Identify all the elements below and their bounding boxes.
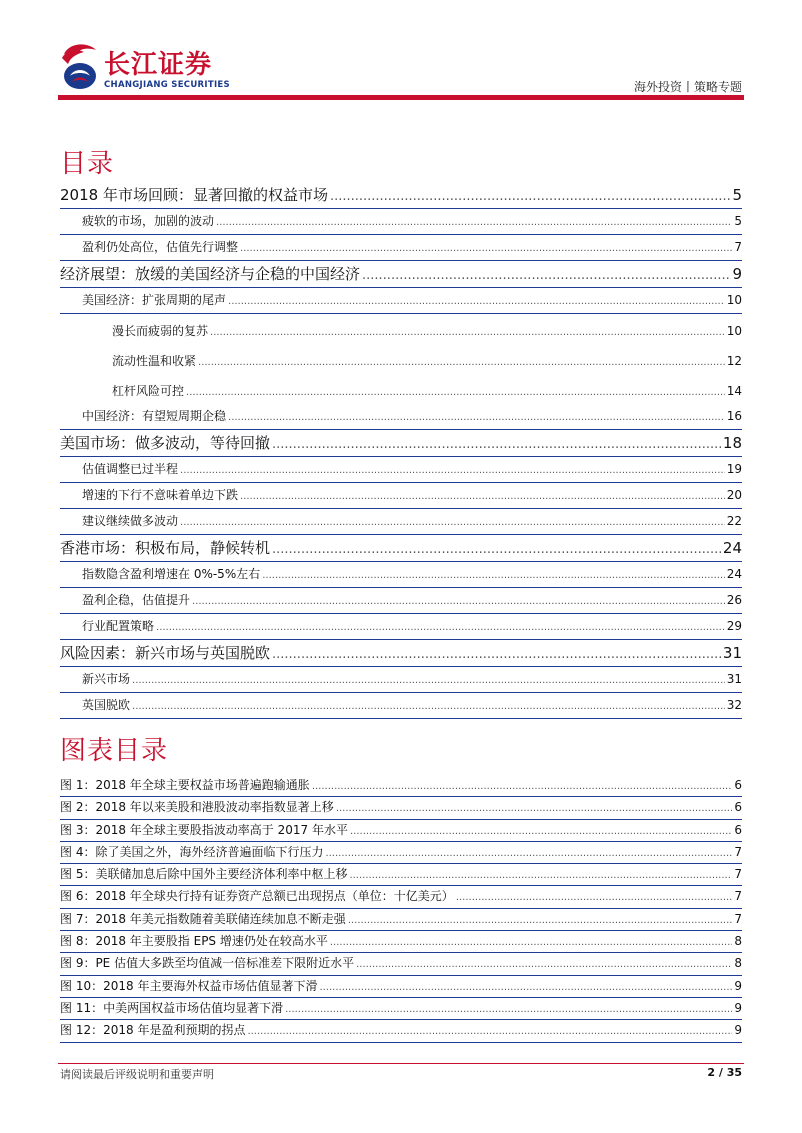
toc-title: 目录 <box>60 149 115 179</box>
report-category: 海外投资丨策略专题 <box>633 80 742 94</box>
toc-entry[interactable]: 增速的下行不意味着单边下跌 ..... 20 <box>60 483 742 509</box>
toc-entry[interactable]: 中国经济：有望短周期企稳 ..... 16 <box>60 404 742 430</box>
toc-entry[interactable]: 盈利仍处高位，估值先行调整 ..... 7 <box>60 235 742 261</box>
toc-entry[interactable]: 盈利企稳，估值提升 ..... 26 <box>60 588 742 614</box>
toc-entry[interactable]: 英国脱欧 ..... 32 <box>60 693 742 719</box>
header-divider <box>58 95 744 100</box>
figure-list <box>60 775 742 1043</box>
toc-entry[interactable]: 美国市场：做多波动，等待回撤 ..... 18 <box>60 430 742 457</box>
toc-entry[interactable]: 2018 年市场回顾：显著回撤的权益市场 ..... 5 <box>60 182 742 209</box>
footer-divider <box>58 1063 744 1064</box>
logo-emblem-icon <box>60 40 100 92</box>
toc-entry[interactable]: 杠杆风险可控 ..... 14 <box>60 374 742 404</box>
toc-entry[interactable]: 估值调整已过半程 ..... 19 <box>60 457 742 483</box>
figure-entry[interactable]: 图 4：除了美国之外，海外经济普遍面临下行压力 ..... 7 <box>60 842 742 864</box>
toc-entry[interactable]: 香港市场：积极布局，静候转机 ..... 24 <box>60 535 742 562</box>
figure-entry[interactable]: 图 6：2018 年全球央行持有证券资产总额已出现拐点（单位：十亿美元） ..... 7 <box>60 886 742 908</box>
figure-entry[interactable]: 图 1：2018 年全球主要权益市场普遍跑输通胀 ..... 6 <box>60 775 742 797</box>
page-header <box>0 0 802 100</box>
figure-entry[interactable]: 图 11：中美两国权益市场估值均显著下滑 ..... 9 <box>60 998 742 1020</box>
toc-entry[interactable]: 新兴市场 ..... 31 <box>60 667 742 693</box>
figure-entry[interactable]: 图 5：美联储加息后除中国外主要经济体利率中枢上移 ..... 7 <box>60 864 742 886</box>
page-number: 2 / 35 <box>707 1066 742 1079</box>
toc-entry[interactable]: 行业配置策略 ..... 29 <box>60 614 742 640</box>
figure-entry[interactable]: 图 3：2018 年全球主要股指波动率高于 2017 年水平 ..... 6 <box>60 820 742 842</box>
toc-entry[interactable]: 疲软的市场，加剧的波动 ..... 5 <box>60 209 742 235</box>
toc-entry[interactable]: 指数隐含盈利增速在 0%-5%左右 ..... 24 <box>60 562 742 588</box>
toc-entry[interactable]: 流动性温和收紧 ..... 12 <box>60 344 742 374</box>
figure-entry[interactable]: 图 7：2018 年美元指数随着美联储连续加息不断走强 ..... 7 <box>60 909 742 931</box>
figure-entry[interactable]: 图 10：2018 年主要海外权益市场估值显著下滑 ..... 9 <box>60 976 742 998</box>
figure-entry[interactable]: 图 12：2018 年是盈利预期的拐点 ..... 9 <box>60 1020 742 1042</box>
toc-entry[interactable]: 漫长而疲弱的复苏 ..... 10 <box>60 314 742 344</box>
figure-entry[interactable]: 图 8：2018 年主要股指 EPS 增速仍处在较高水平 ..... 8 <box>60 931 742 953</box>
toc-entry[interactable]: 美国经济：扩张周期的尾声 ..... 10 <box>60 288 742 314</box>
company-logo <box>60 40 260 96</box>
figure-list-title: 图表目录 <box>60 736 169 766</box>
toc-entry[interactable]: 风险因素：新兴市场与英国脱欧 ..... 31 <box>60 640 742 667</box>
figure-entry[interactable]: 图 9：PE 估值大多跌至均值减一倍标准差下限附近水平 ..... 8 <box>60 953 742 975</box>
figure-entry[interactable]: 图 2：2018 年以来美股和港股波动率指数显著上移 ..... 6 <box>60 797 742 819</box>
table-of-contents <box>60 182 742 719</box>
toc-entry[interactable]: 经济展望：放缓的美国经济与企稳的中国经济 ..... 9 <box>60 261 742 288</box>
brand-name-en: CHANGJIANG SECURITIES <box>104 80 230 90</box>
brand-name-cn: 长江证券 <box>104 50 213 80</box>
toc-entry[interactable]: 建议继续做多波动 ..... 22 <box>60 509 742 535</box>
footer-disclaimer: 请阅读最后评级说明和重要声明 <box>60 1068 214 1081</box>
